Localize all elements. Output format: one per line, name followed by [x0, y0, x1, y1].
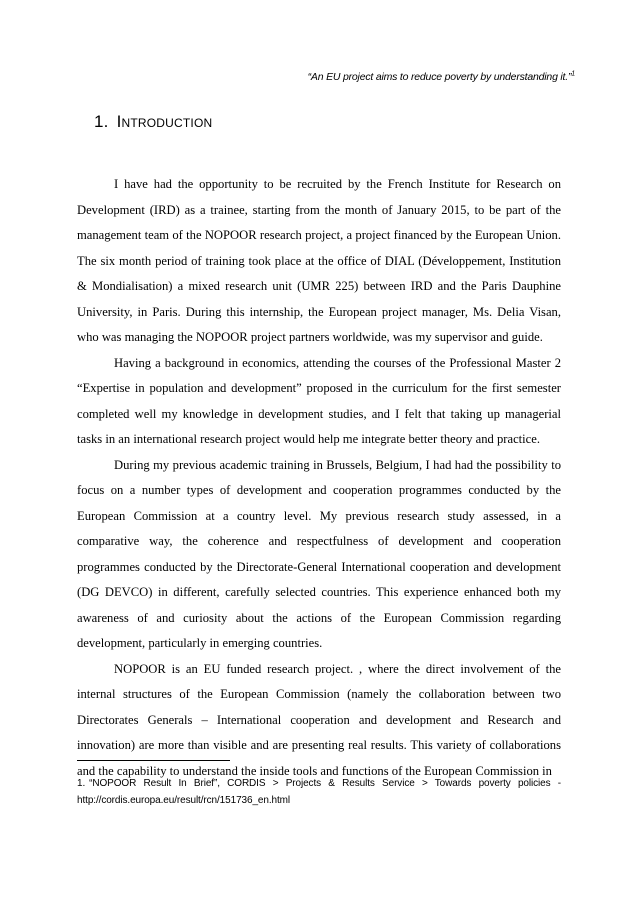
footnote: [77, 775, 561, 809]
paragraph: I have had the opportunity to be recruited by the French Institute for Research on Development (IRD) as a trainee, starting from the month of January 2015, to be part of the management team of the NOPOOR research project, a project financed by the European Union. The six month period of training took place at the office of DIAL (Développement, Institution & Mondialisation) a mixed research unit (UMR 225) between IRD and the Paris Dauphine University, in Paris. During this internship, the European project manager, Ms. Delia Visan, who was managing the NOPOOR project partners worldwide, was my supervisor and guide.: [77, 177, 561, 344]
footnote-number: 1.: [77, 778, 86, 789]
paragraph: During my previous academic training in Brussels, Belgium, I had had the possibility to focus on a number types of development and cooperation programmes conducted by the European Commission at a country level. My previous research study assessed, in a comparative way, the coherence and respectfulness of development and cooperation programmes conducted by the Directorate-General International cooperation and development (DG DEVCO) in different, carefully selected countries. This experience enhanced both my awareness of and curiosity about the actions of the European Commission regarding development, particularly in emerging countries.: [77, 457, 561, 650]
paragraph: NOPOOR is an EU funded research project. , where the direct involvement of the internal structures of the European Commission (namely the collaboration between two Directorates Generals – International cooperation and development and Research and innovation) are more than visible and are presenting real results. This variety of collaborations and the capability to understand the inside tools and functions of the European Commission in: [77, 661, 561, 778]
epigraph-text: “An EU project aims to reduce poverty by understanding it.”: [307, 71, 572, 83]
section-number: 1.: [94, 112, 109, 131]
paragraph: Having a background in economics, attending the courses of the Professional Master 2 “Expertise in population and development” proposed in the curriculum for the first semester completed well my knowledge in development studies, and I felt that taking up managerial tasks in an international research project would help me integrate better theory and practice.: [77, 355, 561, 446]
footnote-text[interactable]: “NOPOOR Result In Brief”, CORDIS > Projects & Results Service > Towards poverty policies - http://cordis.europa.eu/result/rcn/151736_en.html: [77, 778, 561, 806]
body-text: [77, 172, 561, 784]
epigraph-quote: [308, 71, 575, 83]
section-heading: [94, 112, 212, 132]
footnote-reference[interactable]: 1: [571, 70, 575, 78]
footnote-separator: [77, 760, 230, 761]
section-title: Introduction: [116, 112, 213, 131]
